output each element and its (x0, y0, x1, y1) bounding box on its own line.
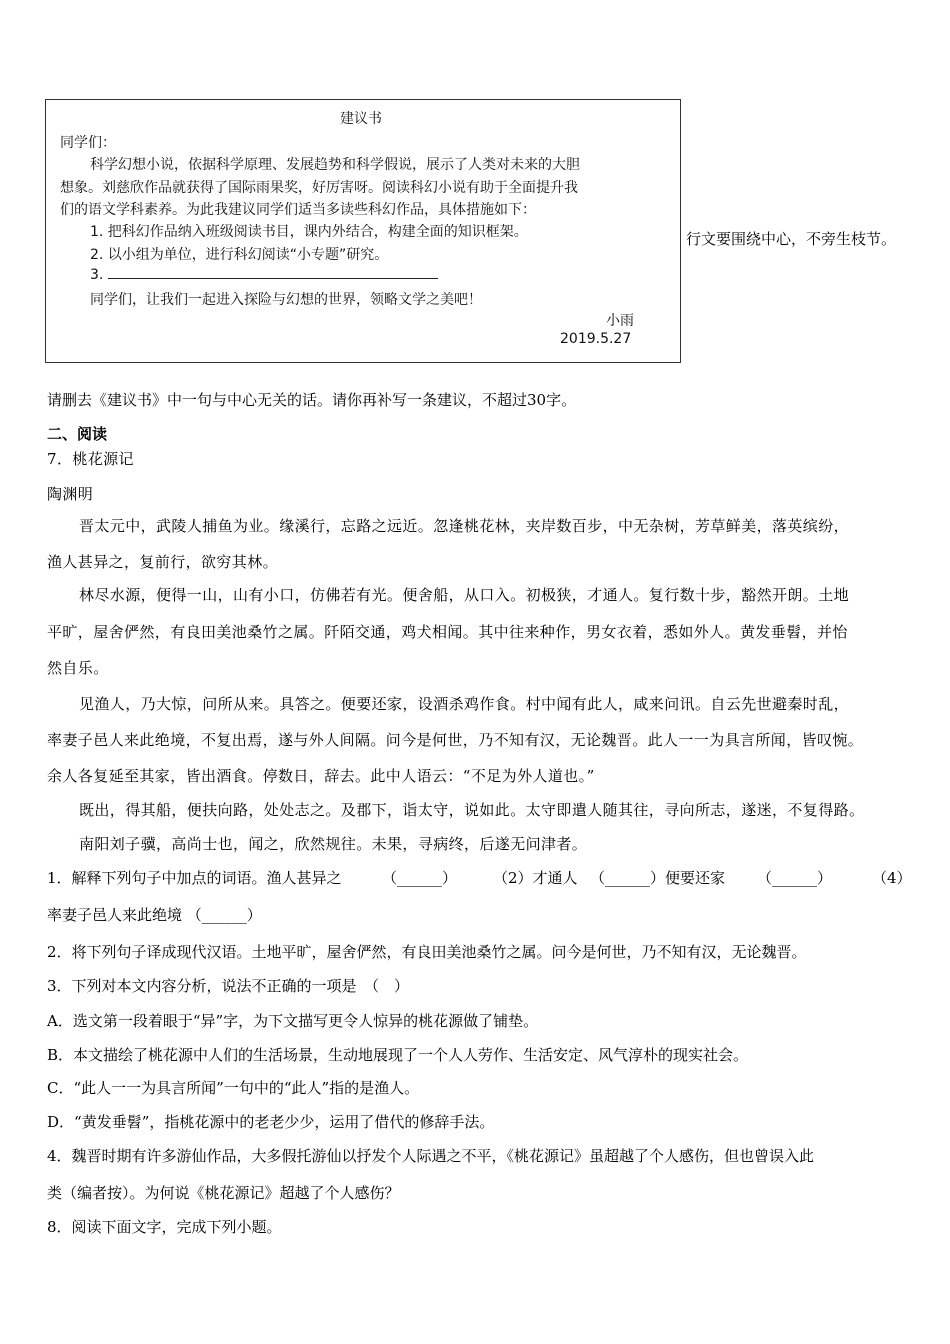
passage-line: 见渔人，乃大惊，问所从来。具答之。便要还家，设酒杀鸡作食。村中闻有此人，咸来问讯。自云先世避秦时乱， (79, 695, 850, 713)
proposal-date: 2019.5.27 (560, 331, 632, 347)
q3-option-d[interactable]: D．“黄发垂髫”，指桃花源中的老老少少，运用了借代的修辞手法。 (47, 1113, 495, 1131)
q8-prompt: 8．阅读下面文字，完成下列小题。 (47, 1218, 282, 1236)
q1-answer-blank-1[interactable]: （______） (382, 869, 458, 887)
passage-line: 平旷，屋舍俨然，有良田美池桑竹之属。阡陌交通，鸡犬相闻。其中往来种作，男女衣着，悉如外人。黄发垂髫，并怡 (47, 623, 848, 641)
proposal-body-line: 科学幻想小说，依据科学原理、发展趋势和科学假说，展示了人类对未来的大胆 (90, 157, 580, 173)
proposal-signature: 小雨 (606, 313, 634, 329)
q1-answer-blank-2[interactable]: （______）便要还家 (590, 869, 726, 887)
proposal-body-line: 想象。刘慈欣作品就获得了国际雨果奖，好厉害呀。阅读科幻小说有助于全面提升我 (60, 180, 578, 196)
proposal-body-line: 们的语文学科素养。为此我建议同学们适当多读些科幻作品，具体措施如下： (60, 202, 536, 218)
side-note: 行文要围绕中心，不旁生枝节。 (686, 230, 897, 248)
q1-prompt: 1．解释下列句子中加点的词语。渔人甚异之 (47, 869, 342, 887)
section-heading: 二、阅读 (47, 425, 108, 443)
q1-answer-blank-3[interactable]: （______） (757, 869, 833, 887)
passage-line: 率妻子邑人来此绝境，不复出焉，遂与外人间隔。问今是何世，乃不知有汉，无论魏晋。此人一一为具言所闻，皆叹惋。 (47, 731, 864, 749)
q3-prompt: 3．下列对本文内容分析，说法不正确的一项是 （ ） (47, 977, 410, 995)
proposal-title: 建议书 (340, 111, 382, 127)
q7-author: 陶渊明 (47, 485, 94, 503)
passage-line: 余人各复延至其家，皆出酒食。停数日，辞去。此中人语云：“不足为外人道也。” (47, 767, 595, 785)
q1-item-4: （4） (872, 869, 912, 887)
passage-line: 林尽水源，便得一山，山有小口，仿佛若有光。便舍船，从口入。初极狭，才通人。复行数十步，豁然开朗。土地 (79, 586, 850, 604)
proposal-letter-box (45, 99, 681, 363)
q4-prompt-cont: 类（编者按）。为何说《桃花源记》超越了个人感伤？ (47, 1184, 400, 1202)
proposal-greeting: 同学们： (60, 135, 116, 151)
q1-item-4-text: 率妻子邑人来此绝境 （______） (47, 906, 262, 924)
q3-option-c[interactable]: C．“此人一一为具言所闻”一句中的“此人”指的是渔人。 (47, 1079, 420, 1097)
passage-line: 晋太元中，武陵人捕鱼为业。缘溪行，忘路之远近。忽逢桃花林，夹岸数百步，中无杂树，芳草鲜美，落英缤纷， (79, 517, 850, 535)
passage-line: 然自乐。 (47, 659, 109, 677)
task-line: 请删去《建议书》中一句与中心无关的话。请你再补写一条建议，不超过30字。 (47, 391, 577, 409)
proposal-item-3: 3. (90, 266, 438, 283)
q7-title: 7．桃花源记 (47, 450, 134, 468)
proposal-item-1: 1. 把科幻作品纳入班级阅读书目，课内外结合，构建全面的知识框架。 (90, 224, 528, 240)
q3-option-b[interactable]: B．本文描绘了桃花源中人们的生活场景，生动地展现了一个人人劳作、生活安定、风气淳朴的现实社会。 (47, 1046, 749, 1064)
passage-line: 既出，得其船，便扶向路，处处志之。及郡下，诣太守，说如此。太守即遣人随其往，寻向所志，遂迷，不复得路。 (79, 801, 865, 819)
passage-line: 渔人甚异之，复前行，欲穷其林。 (47, 553, 279, 571)
proposal-item-2: 2. 以小组为单位，进行科幻阅读“小专题”研究。 (90, 247, 389, 263)
q3-option-a[interactable]: A．选文第一段着眼于“异”字，为下文描写更令人惊异的桃花源做了铺垫。 (47, 1012, 539, 1030)
passage-line: 南阳刘子骥，高尚士也，闻之，欣然规往。未果，寻病终，后遂无问津者。 (79, 835, 588, 853)
q4-prompt: 4．魏晋时期有许多游仙作品，大多假托游仙以抒发个人际遇之不平，《桃花源记》虽超越了个人感伤，但也曾误入此 (47, 1147, 815, 1165)
proposal-item-3-blank (108, 266, 438, 279)
q2-prompt: 2．将下列句子译成现代汉语。土地平旷，屋舍俨然，有良田美池桑竹之属。问今是何世，乃不知有汉，无论魏晋。 (47, 943, 807, 961)
proposal-closing: 同学们，让我们一起进入探险与幻想的世界，领略文学之美吧！ (90, 292, 482, 308)
q1-item-2: （2）才通人 (493, 869, 578, 887)
